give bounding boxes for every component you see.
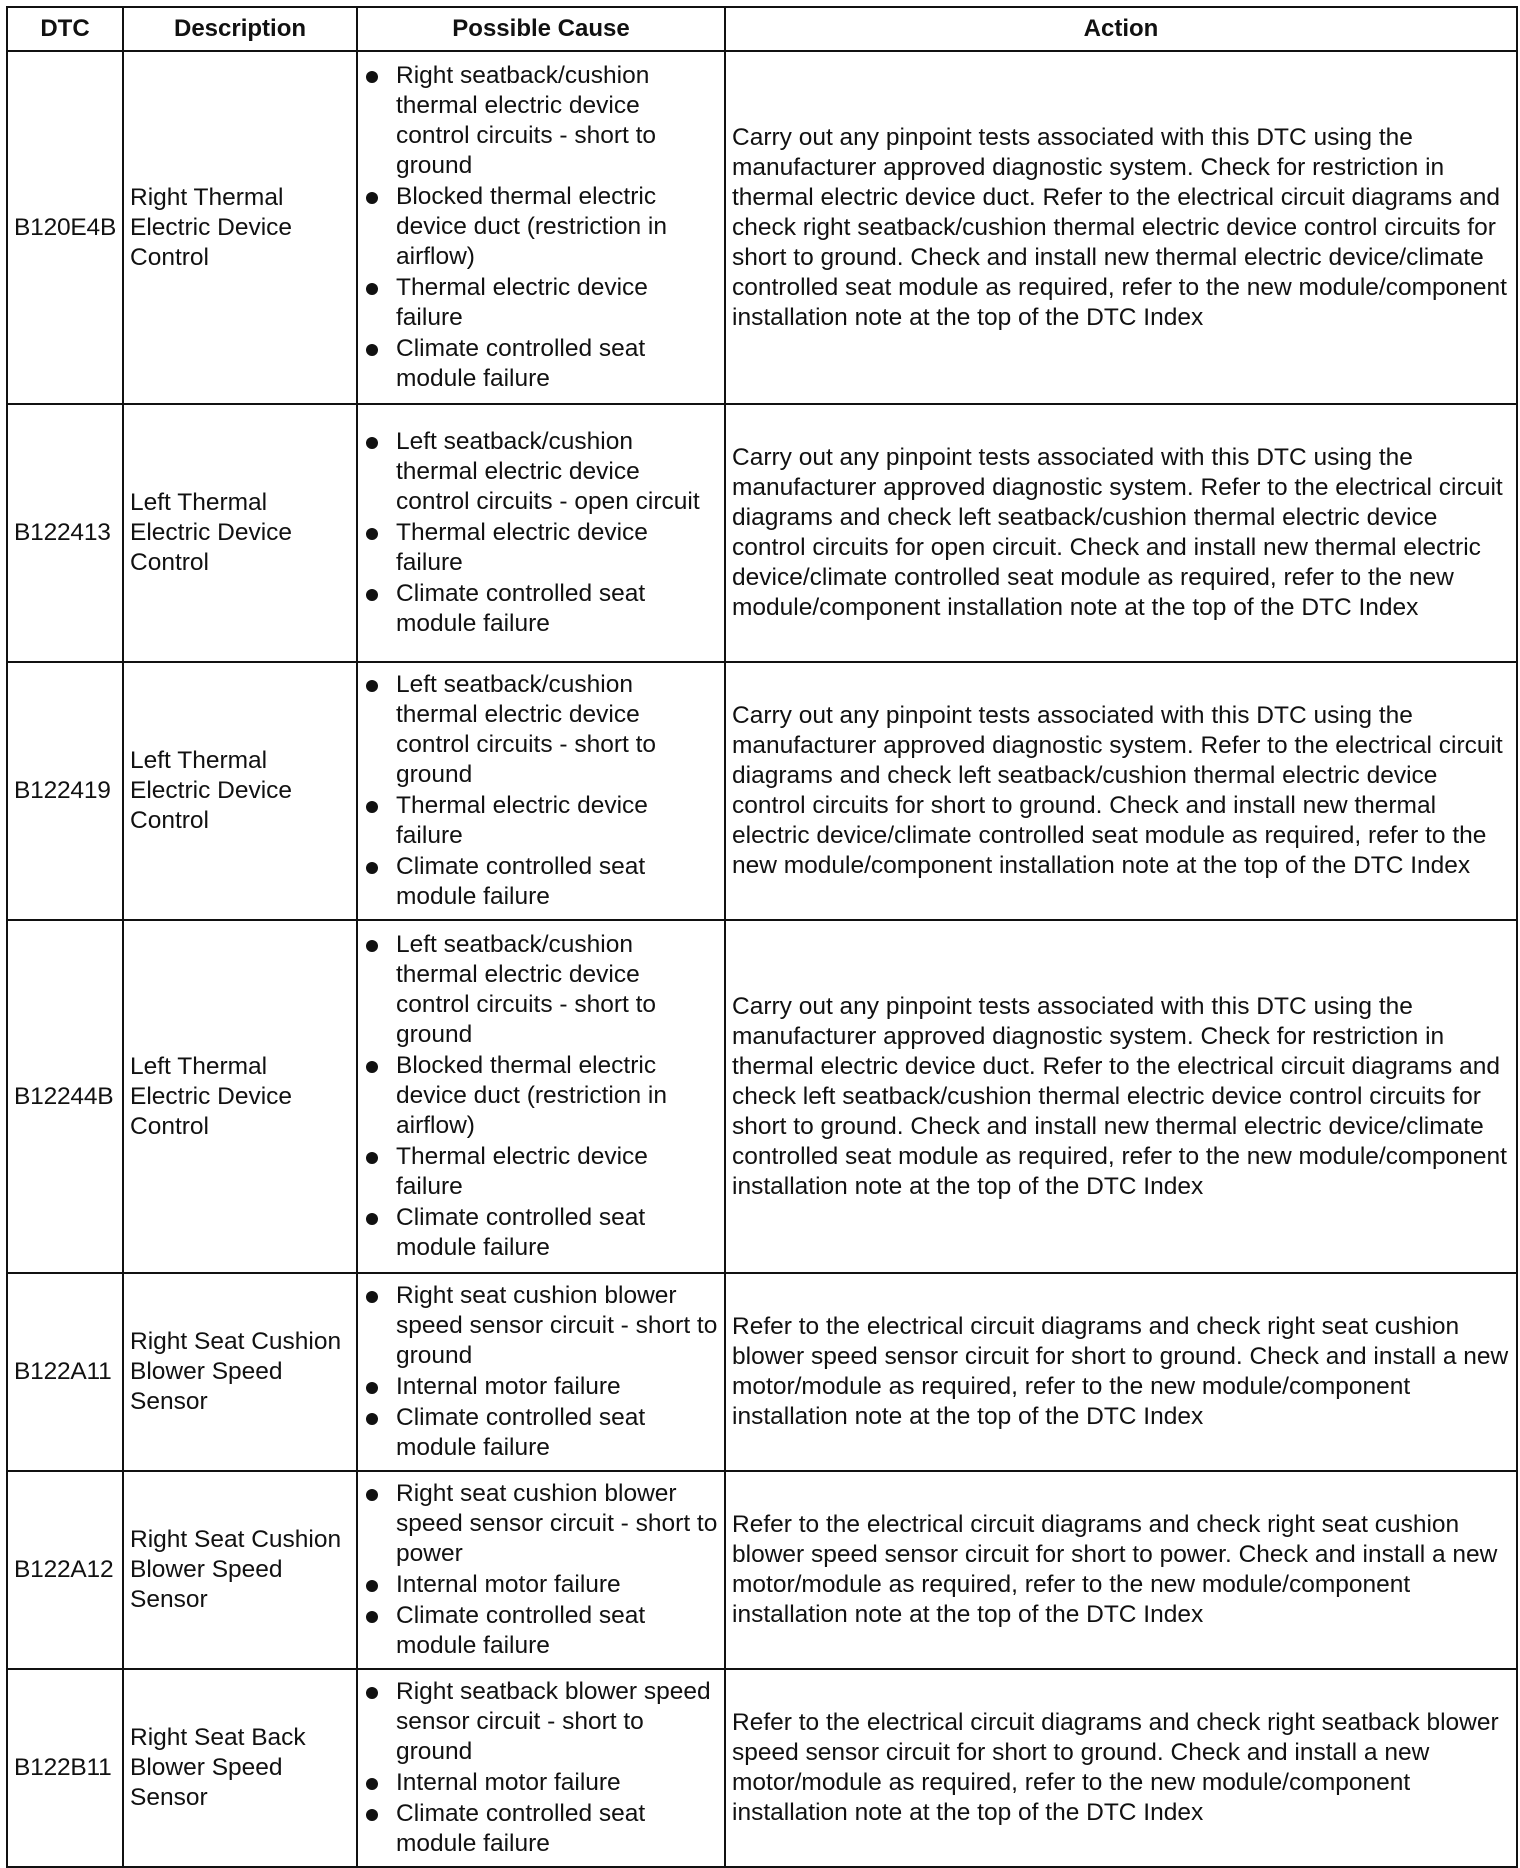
possible-causes [357, 1471, 725, 1669]
cause-item [364, 1677, 718, 1767]
dtc-description: Right Seat Cushion Blower Speed Sensor [123, 1273, 357, 1471]
bullet-icon [366, 1778, 378, 1790]
bullet-icon [366, 680, 378, 692]
header-action: Action [725, 7, 1517, 51]
cause-item [364, 791, 718, 851]
bullet-icon [366, 1413, 378, 1425]
header-row [7, 7, 1517, 51]
dtc-action: Refer to the electrical circuit diagrams and check right seatback blower speed sensor circuit for short to ground. Check and install a new motor/module as required, refer to the new module/component installation note at the top of the DTC Index [725, 1669, 1517, 1867]
dtc-action: Carry out any pinpoint tests associated with this DTC using the manufacturer approved diagnostic system. Check for restriction in thermal electric device duct. Refer to the electrical circuit diagrams and check left seatback/cushion thermal electric device control circuits for short to ground. Check and install new thermal electric device/climate controlled seat module as required, refer to the new module/component installation note at the top of the DTC Index [725, 920, 1517, 1273]
dtc-action: Carry out any pinpoint tests associated with this DTC using the manufacturer approved diagnostic system. Refer to the electrical circuit diagrams and check left seatback/cushion thermal electric device control circuits for short to ground. Check and install new thermal electric device/climate controlled seat module as required, refer to the new module/component installation note at the top of the DTC Index [725, 662, 1517, 920]
cause-item [364, 670, 718, 790]
cause-text: Right seatback blower speed sensor circuit - short to ground [396, 1678, 711, 1765]
cause-item [364, 1051, 718, 1141]
bullet-icon [366, 1809, 378, 1821]
cause-text: Thermal electric device failure [396, 274, 648, 331]
bullet-icon [366, 1152, 378, 1164]
cause-text: Climate controlled seat module failure [396, 1602, 646, 1659]
bullet-icon [366, 283, 378, 295]
bullet-icon [366, 1382, 378, 1394]
dtc-description: Right Seat Cushion Blower Speed Sensor [123, 1471, 357, 1669]
cause-item [364, 852, 718, 912]
dtc-action: Refer to the electrical circuit diagrams and check right seat cushion blower speed sensor circuit for short to ground. Check and install a new motor/module as required, refer to the new module/component installation note at the top of the DTC Index [725, 1273, 1517, 1471]
table-row [7, 1471, 1517, 1669]
table-row [7, 662, 1517, 920]
table-row [7, 51, 1517, 404]
cause-item [364, 1203, 718, 1263]
bullet-icon [366, 1489, 378, 1501]
bullet-icon [366, 801, 378, 813]
cause-text: Climate controlled seat module failure [396, 1800, 646, 1857]
cause-text: Right seat cushion blower speed sensor circuit - short to ground [396, 1282, 718, 1369]
bullet-icon [366, 1291, 378, 1303]
cause-text: Blocked thermal electric device duct (restriction in airflow) [396, 183, 667, 270]
bullet-icon [366, 437, 378, 449]
dtc-page [6, 6, 1516, 1860]
dtc-code: B120E4B [7, 51, 123, 404]
header-possible-cause: Possible Cause [357, 7, 725, 51]
cause-text: Thermal electric device failure [396, 519, 648, 576]
cause-item [364, 1570, 718, 1600]
dtc-code: B122413 [7, 404, 123, 662]
cause-item [364, 518, 718, 578]
cause-text: Climate controlled seat module failure [396, 853, 646, 910]
cause-text: Left seatback/cushion thermal electric device control circuits - open circuit [396, 428, 700, 515]
dtc-description: Right Thermal Electric Device Control [123, 51, 357, 404]
cause-text: Internal motor failure [396, 1373, 621, 1400]
cause-text: Thermal electric device failure [396, 792, 648, 849]
dtc-code: B122A11 [7, 1273, 123, 1471]
bullet-icon [366, 528, 378, 540]
cause-text: Right seatback/cushion thermal electric device control circuits - short to ground [396, 62, 657, 179]
cause-item [364, 1142, 718, 1202]
bullet-icon [366, 344, 378, 356]
bullet-icon [366, 71, 378, 83]
bullet-icon [366, 1213, 378, 1225]
cause-text: Right seat cushion blower speed sensor circuit - short to power [396, 1480, 718, 1567]
dtc-code: B12244B [7, 920, 123, 1273]
cause-item [364, 579, 718, 639]
possible-causes [357, 920, 725, 1273]
table-row [7, 1669, 1517, 1867]
cause-item [364, 182, 718, 272]
bullet-icon [366, 1687, 378, 1699]
cause-item [364, 1403, 718, 1463]
dtc-description: Right Seat Back Blower Speed Sensor [123, 1669, 357, 1867]
header-dtc: DTC [7, 7, 123, 51]
cause-item [364, 1799, 718, 1859]
dtc-description: Left Thermal Electric Device Control [123, 662, 357, 920]
cause-text: Internal motor failure [396, 1571, 621, 1598]
table-row [7, 920, 1517, 1273]
bullet-icon [366, 1611, 378, 1623]
cause-item [364, 1479, 718, 1569]
possible-causes [357, 51, 725, 404]
dtc-table [6, 6, 1518, 1868]
cause-item [364, 334, 718, 394]
dtc-action: Carry out any pinpoint tests associated with this DTC using the manufacturer approved diagnostic system. Check for restriction in thermal electric device duct. Refer to the electrical circuit diagrams and check right seatback/cushion thermal electric device control circuits for short to ground. Check and install new thermal electric device/climate controlled seat module as required, refer to the new module/component installation note at the top of the DTC Index [725, 51, 1517, 404]
dtc-code: B122A12 [7, 1471, 123, 1669]
possible-causes [357, 404, 725, 662]
table-row [7, 1273, 1517, 1471]
possible-causes [357, 1669, 725, 1867]
cause-item [364, 930, 718, 1050]
dtc-description: Left Thermal Electric Device Control [123, 404, 357, 662]
cause-text: Climate controlled seat module failure [396, 1204, 646, 1261]
dtc-action: Carry out any pinpoint tests associated with this DTC using the manufacturer approved diagnostic system. Refer to the electrical circuit diagrams and check left seatback/cushion thermal electric device control circuits for open circuit. Check and install new thermal electric device/climate controlled seat module as required, refer to the new module/component installation note at the top of the DTC Index [725, 404, 1517, 662]
bullet-icon [366, 862, 378, 874]
dtc-code: B122B11 [7, 1669, 123, 1867]
bullet-icon [366, 940, 378, 952]
header-description: Description [123, 7, 357, 51]
cause-item [364, 1768, 718, 1798]
table-row [7, 404, 1517, 662]
bullet-icon [366, 192, 378, 204]
cause-text: Left seatback/cushion thermal electric device control circuits - short to ground [396, 671, 657, 788]
dtc-code: B122419 [7, 662, 123, 920]
cause-item [364, 1372, 718, 1402]
cause-item [364, 273, 718, 333]
bullet-icon [366, 589, 378, 601]
cause-text: Left seatback/cushion thermal electric device control circuits - short to ground [396, 931, 657, 1048]
possible-causes [357, 1273, 725, 1471]
cause-text: Internal motor failure [396, 1769, 621, 1796]
cause-text: Climate controlled seat module failure [396, 1404, 646, 1461]
bullet-icon [366, 1061, 378, 1073]
cause-item [364, 1281, 718, 1371]
dtc-action: Refer to the electrical circuit diagrams and check right seat cushion blower speed sensor circuit for short to power. Check and install a new motor/module as required, refer to the new module/component installation note at the top of the DTC Index [725, 1471, 1517, 1669]
cause-text: Climate controlled seat module failure [396, 335, 646, 392]
cause-text: Climate controlled seat module failure [396, 580, 646, 637]
bullet-icon [366, 1580, 378, 1592]
cause-item [364, 61, 718, 181]
dtc-description: Left Thermal Electric Device Control [123, 920, 357, 1273]
cause-text: Thermal electric device failure [396, 1143, 648, 1200]
cause-item [364, 427, 718, 517]
cause-item [364, 1601, 718, 1661]
cause-text: Blocked thermal electric device duct (restriction in airflow) [396, 1052, 667, 1139]
possible-causes [357, 662, 725, 920]
